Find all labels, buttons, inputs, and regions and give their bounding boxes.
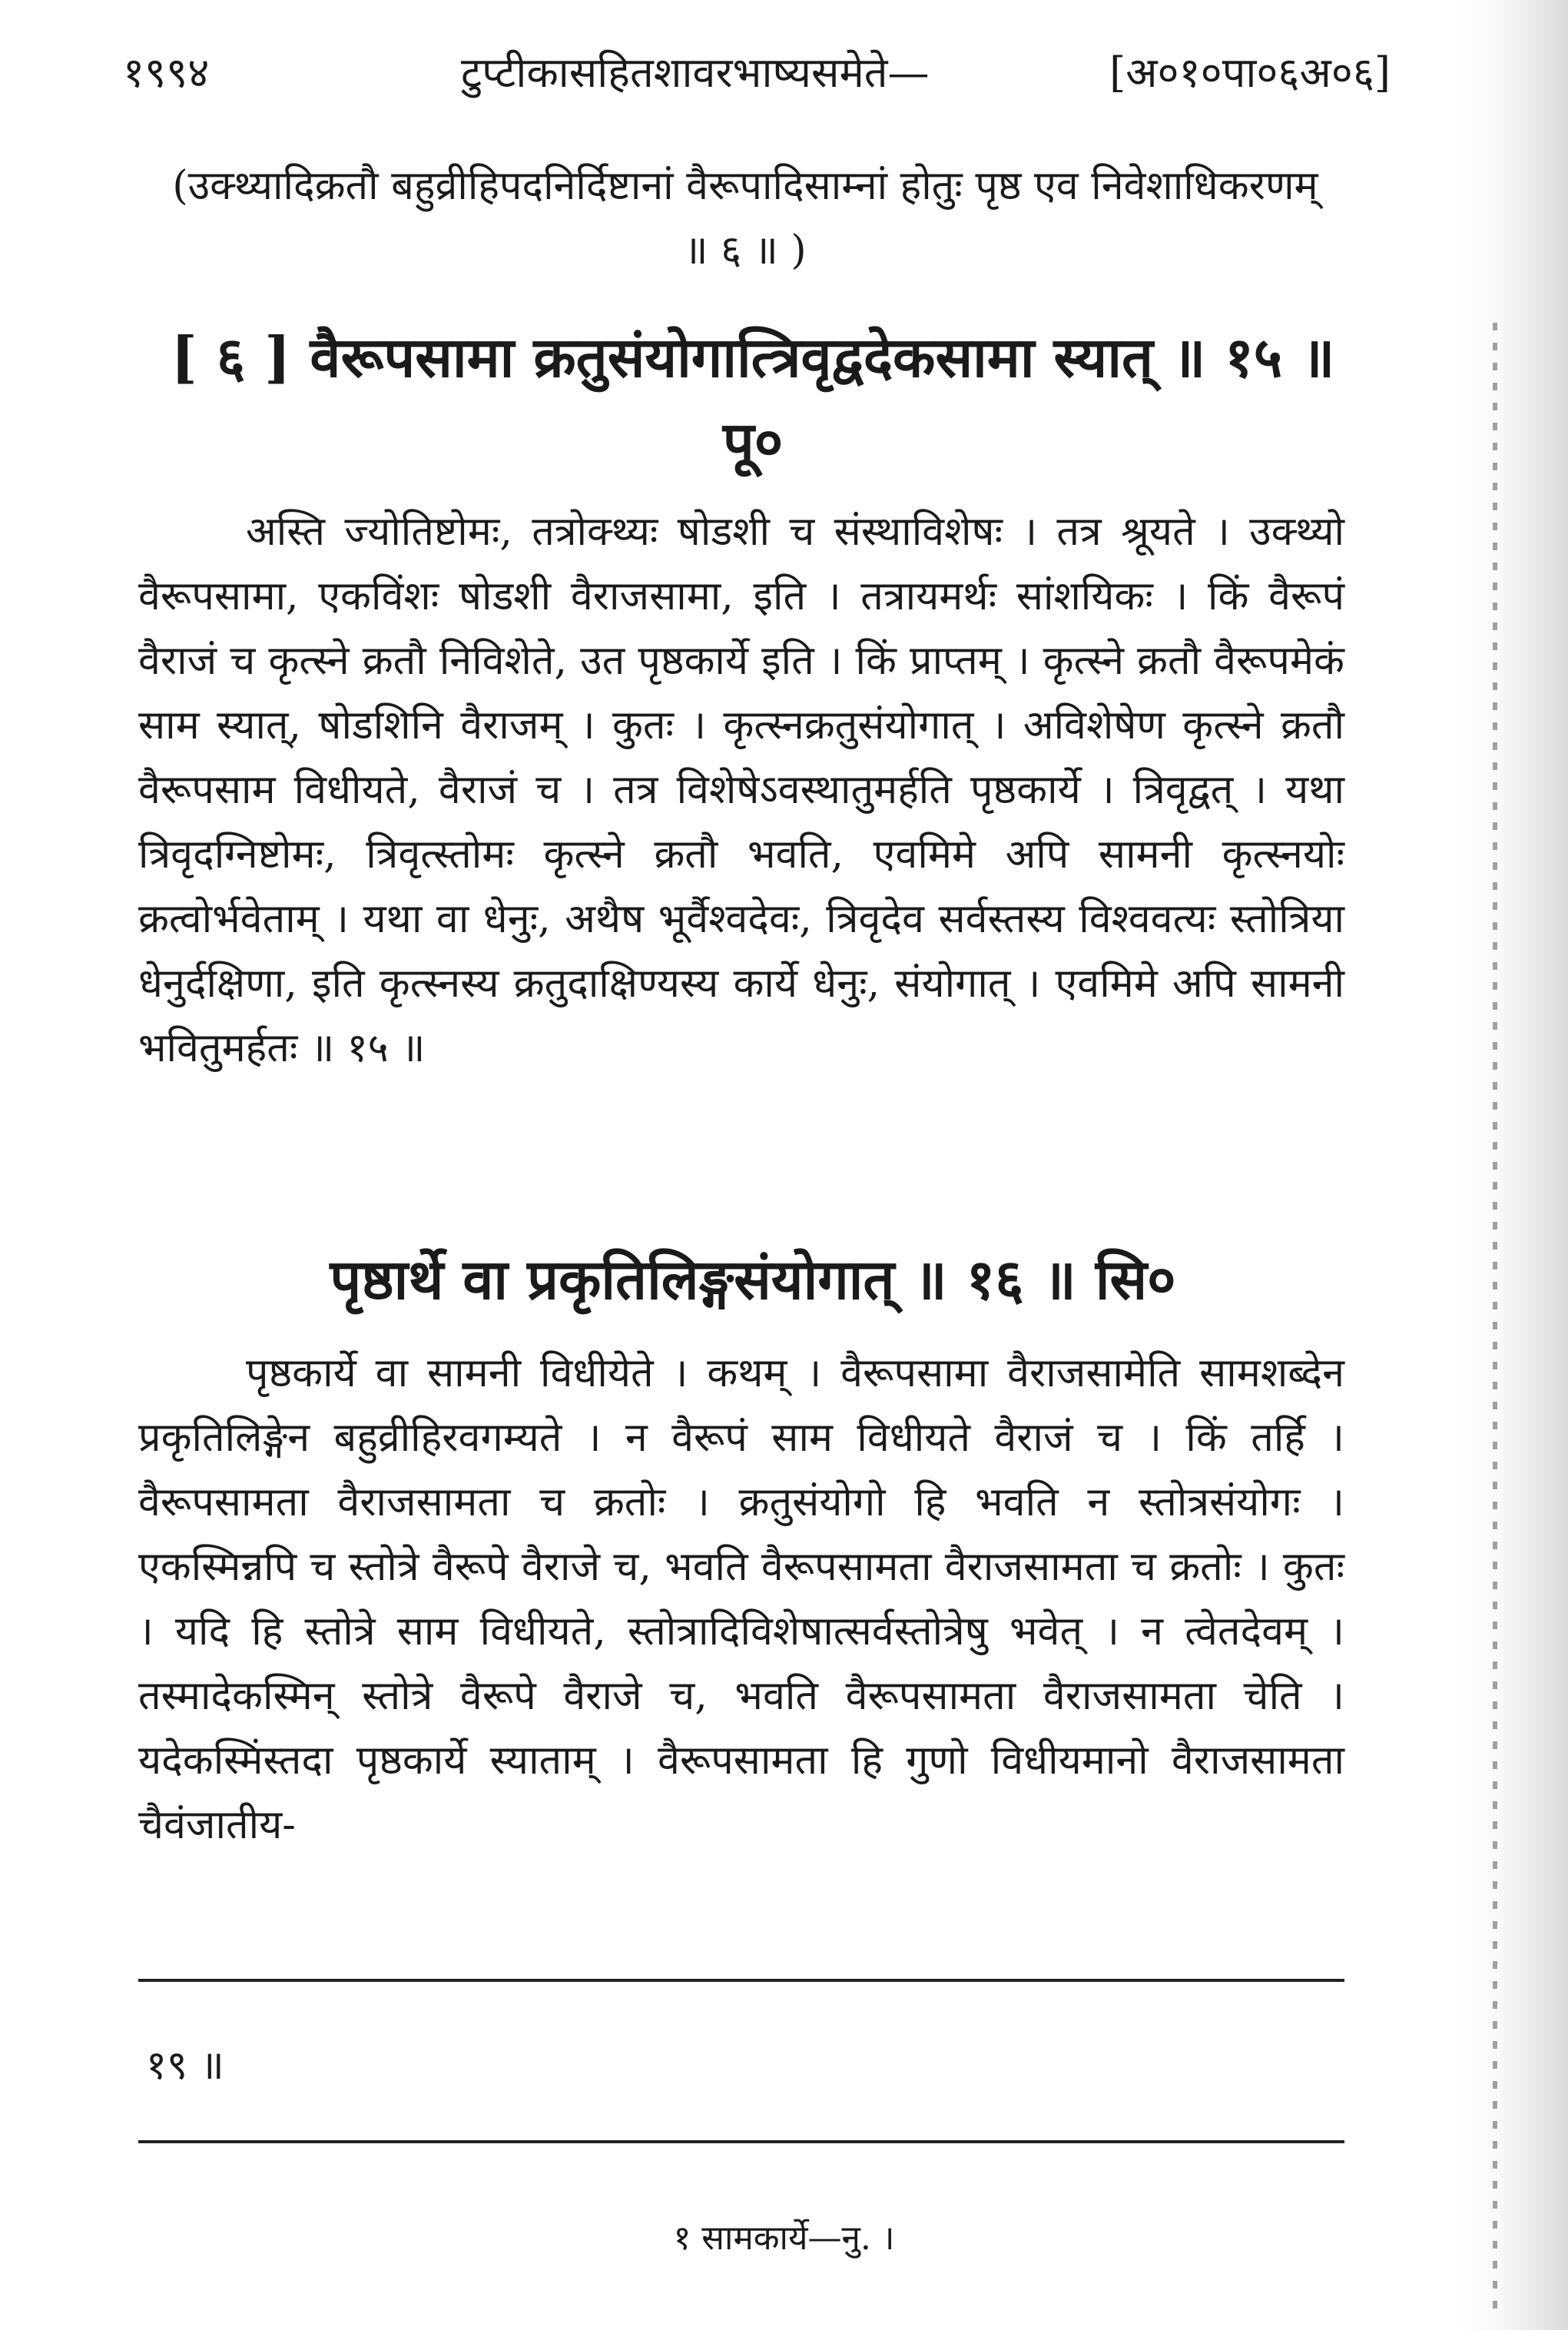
commentary-15: अस्ति ज्योतिष्टोमः, तत्रोक्थ्यः षोडशी च संस्थाविशेषः । तत्र श्रूयते । उक्थ्यो वैरूपसामा, एकविंशः षोडशी वैराजसामा, इति । तत्रायमर्थः सांशयिकः । किं वैरूपं वैराजं च कृत्स्ने क्रतौ निविशेते, उत पृष्ठकार्ये इति । किं प्राप्तम् । कृत्स्ने क्रतौ वैरूपमेकं साम स्यात्, षोडशिनि वैराजम् । कुतः । कृत्स्नक्रतुसंयोगात् । अविशेषेण कृत्स्ने क्रतौ वैरूपसाम विधीयते, वैराजं च । तत्र विशेषेऽवस्थातुमर्हति पृष्ठकार्ये । त्रिवृद्वत् । यथा त्रिवृदग्निष्टोमः, त्रिवृत्स्तोमः कृत्स्ने क्रतौ भवति, एवमिमे अपि सामनी कृत्स्नयोः क्रत्वोर्भवेताम् । यथा वा धेनुः, अथैष भूर्वैश्वदेवः, त्रिवृदेव सर्वस्तस्य विश्ववत्यः स्तोत्रिया धेनुर्दक्षिणा, इति कृत्स्नस्य क्रतुदाक्षिण्यस्य कार्ये धेनुः, संयोगात् । एवमिमे अपि सामनी भवितुमर्हतः ॥ १५ ॥ (138, 509, 1344, 1071)
adhikarana-note: (उक्थ्यादिक्रतौ बहुव्रीहिपदनिर्दिष्टानां वैरूपादिसाम्नां होतुः पृष्ठ एव निवेशाधिकरणम् ॥ ६ ॥ ) (172, 163, 1318, 274)
section-reference: [अ०१०पा०६अ०६] (1109, 48, 1391, 97)
margin-note: १९ ॥ (146, 2043, 224, 2089)
divider-rule-2 (138, 2140, 1344, 2143)
sutra-16: पृष्ठार्थे वा प्रकृतिलिङ्गसंयोगात् ॥ १६ ॥ सि० (330, 1246, 1176, 1312)
scan-edge-shadow (1453, 0, 1568, 2330)
footnote: १ सामकार्ये—नु. । (673, 2219, 895, 2258)
commentary-16: पृष्ठकार्ये वा सामनी विधीयेते । कथम् । वैरूपसामा वैराजसामेति सामशब्देन प्रकृतिलिङ्गेन बहुव्रीहिरवगम्यते । न वैरूपं साम विधीयते वैराजं च । किं तर्हि । वैरूपसामता वैराजसामता च क्रतोः । क्रतुसंयोगो हि भवति न स्तोत्रसंयोगः । एकस्मिन्नपि च स्तोत्रे वैरूपे वैराजे च, भवति वैरूपसामता वैराजसामता च क्रतोः । कुतः । यदि हि स्तोत्रे साम विधीयते, स्तोत्रादिविशेषात्सर्वस्तोत्रेषु भवेत् । न त्वेतदेवम् । तस्मादेकस्मिन् स्तोत्रे वैरूपे वैराजे च, भवति वैरूपसामता वैराजसामता चेति । यदेकस्मिंस्तदा पृष्ठकार्ये स्याताम् । वैरूपसामता हि गुणो विधीयमानो वैराजसामता चैवंजातीय- (138, 1350, 1344, 1848)
page-number: १९९४ (123, 48, 210, 97)
running-title: टुप्टीकासहितशावरभाष्यसमेते— (461, 48, 930, 97)
page-header (123, 35, 1391, 119)
divider-rule-1 (138, 1979, 1344, 1982)
scan-edge-line (1493, 323, 1497, 2321)
sutra-15: [ ६ ] वैरूपसामा क्रतुसंयोगात्त्रिवृद्वदेकसामा स्यात् ॥ १५ ॥ पू० (171, 324, 1335, 474)
